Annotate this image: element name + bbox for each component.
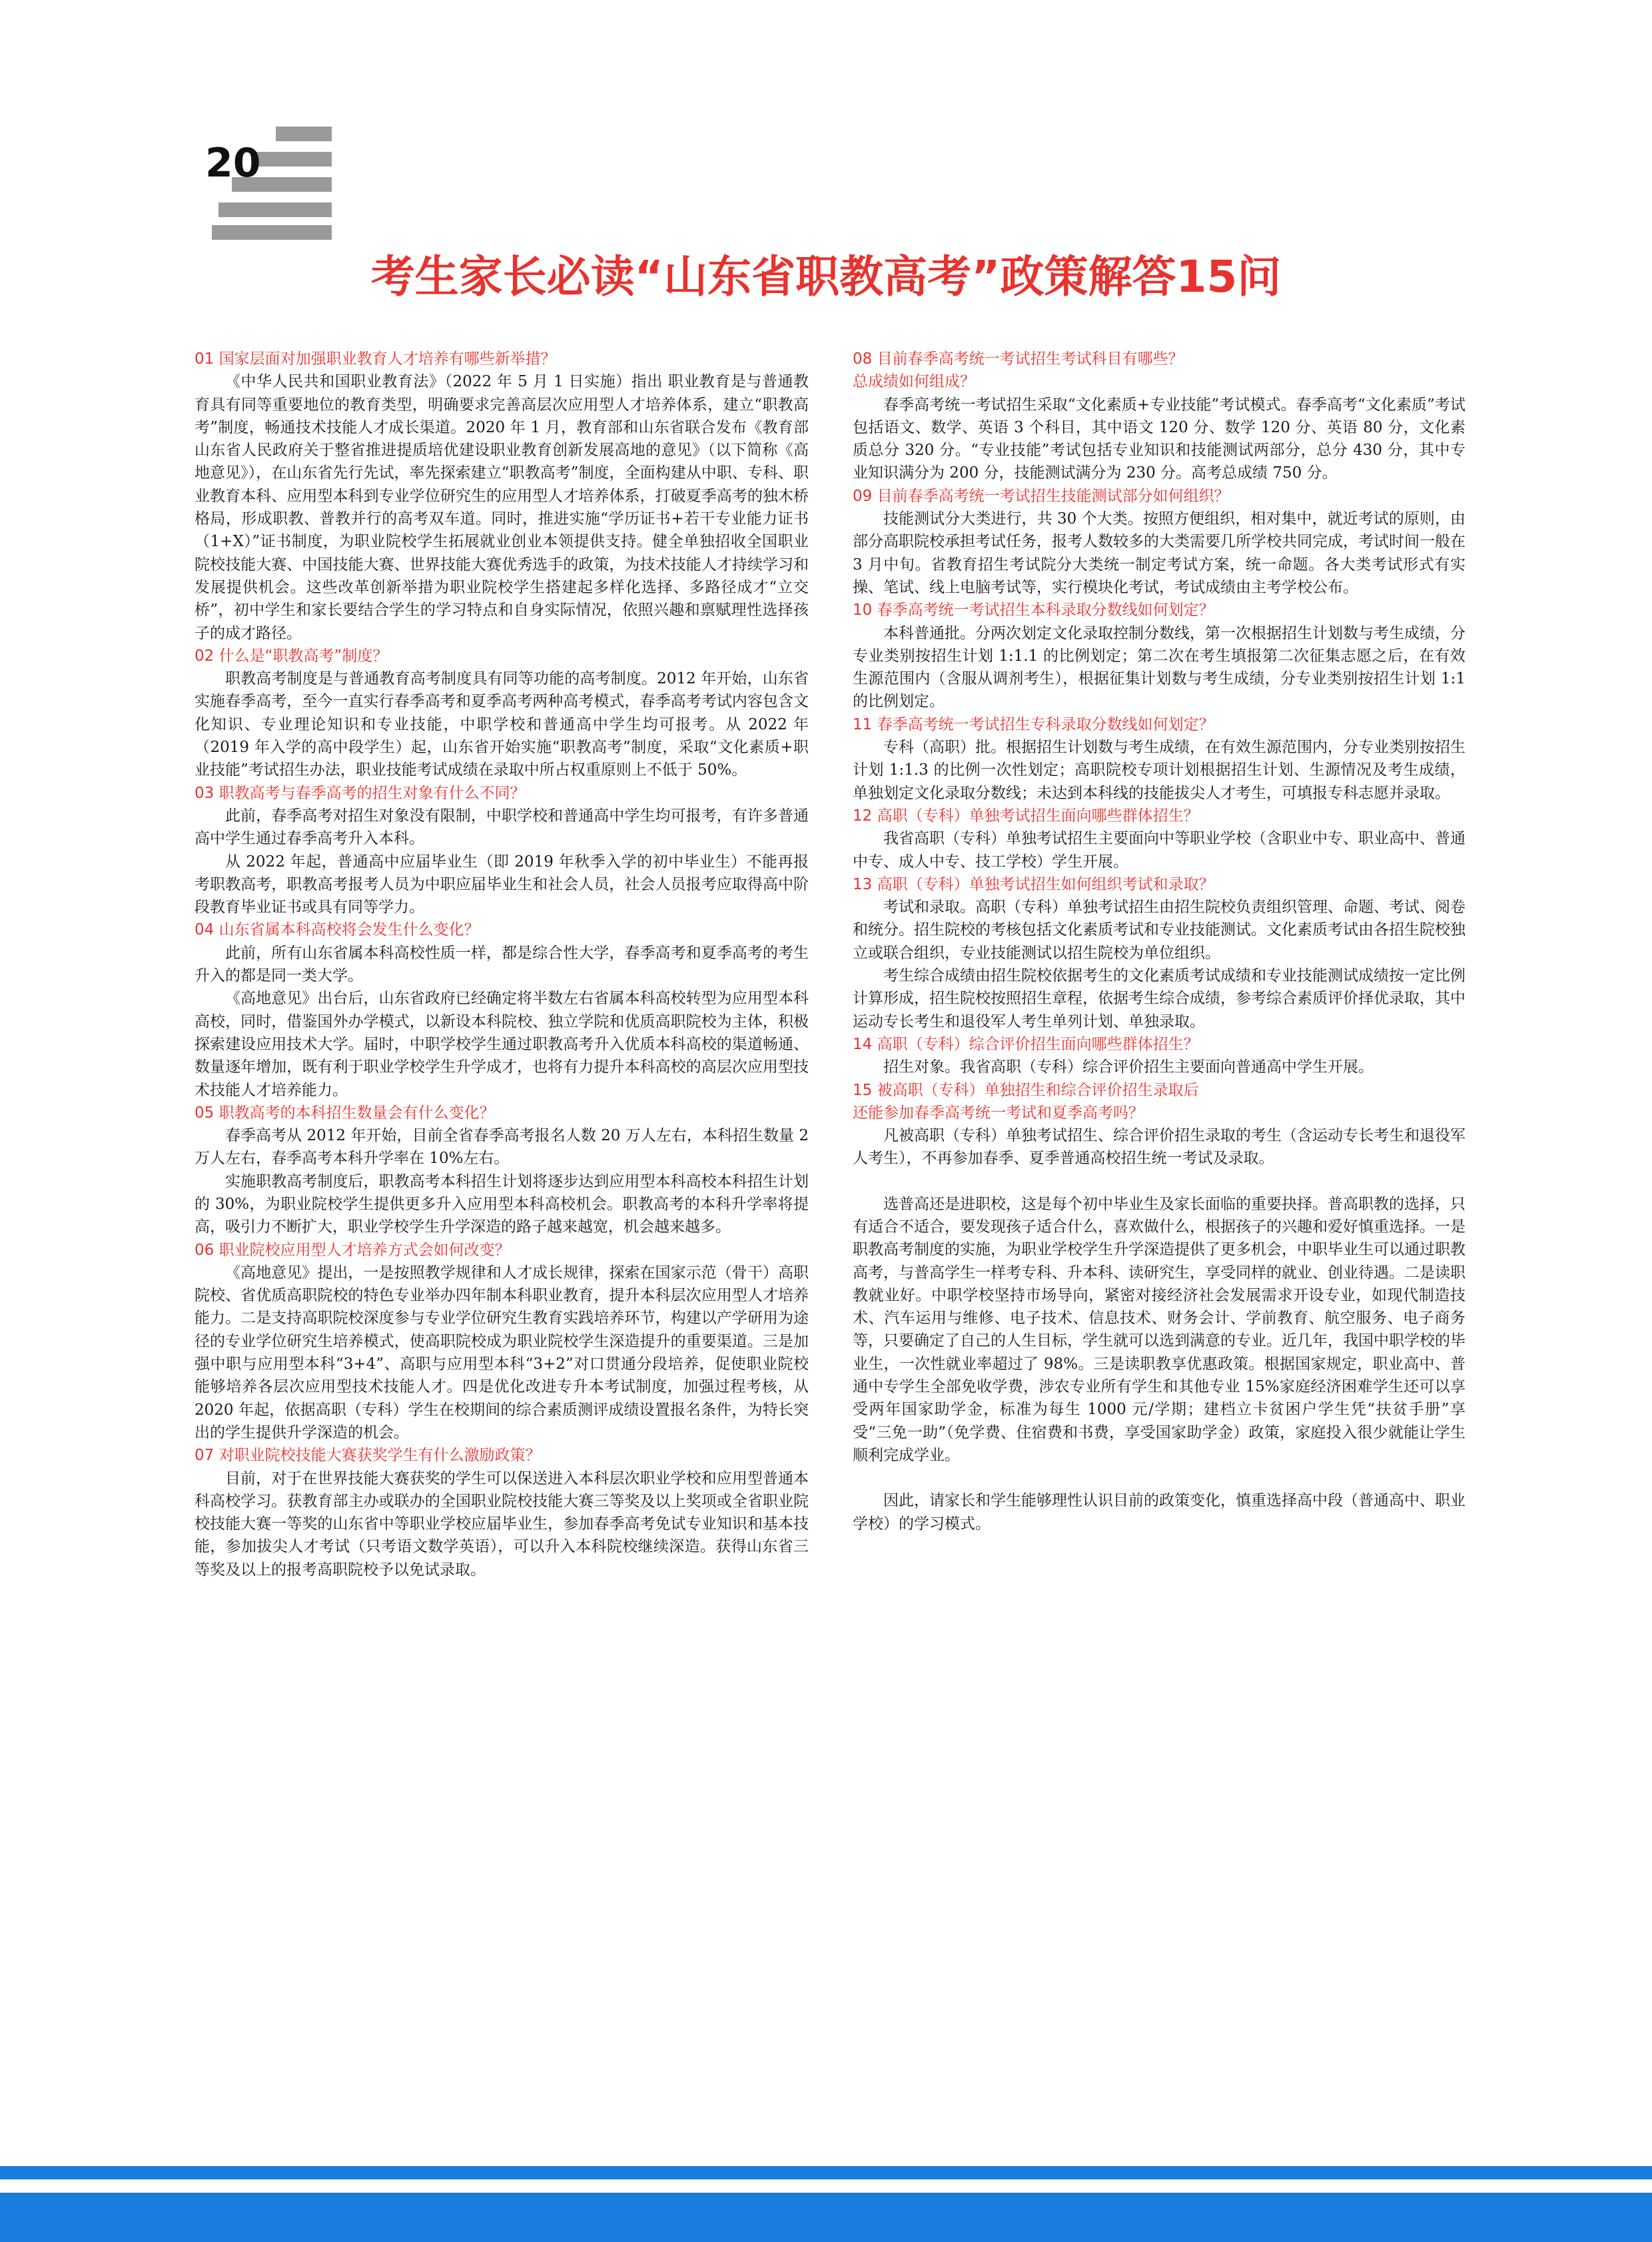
question-heading: 总成绩如何组成？ [853,373,975,391]
answer-paragraph: 目前，对于在世界技能大赛获奖的学生可以保送进入本科层次职业学校和应用型普通本科高校学习。获教育部主办或联办的全国职业院校技能大赛三等奖及以上奖项或全省职业院校技能大赛一等奖的山东省中等职业学校应届毕业生，参加春季高考免试专业知识和基本技能，参加拔尖人才考试（只考语文数学英语），可以升入本科院校继续深造。获得山东省三等奖及以上的报考高职院校予以免试录取。 [195,1469,809,1579]
qa-section [195,348,809,645]
page-title: 考生家长必读“山东省职教高考”政策解答15问 [370,251,1282,302]
closing-paragraph: 因此，请家长和学生能够理性认识目前的政策变化，慎重选择高中段（普通高中、职业学校）的学习模式。 [853,1492,1465,1533]
answer-paragraph: 此前，春季高考对招生对象没有限制，中职学校和普通高中学生均可报考，有许多普通高中学生通过春季高考升入本科。 [195,807,809,848]
left-column [195,348,809,2119]
qa-section [195,1239,809,1445]
answer-paragraph: 从 2022 年起，普通高中应届毕业生（即 2019 年秋季入学的初中毕业生）不能再报考职教高考，职教高考报考人员为中职应届毕业生和社会人员，社会人员报考应取得高中阶段教育毕业证书或具有同等学力。 [195,853,809,917]
page-number: 20 [205,140,261,187]
qa-section [853,599,1465,713]
answer-paragraph: 本科普通批。分两次划定文化录取控制分数线，第一次根据招生计划数与考生成绩，分专业类别按招生计划 1:1.1 的比例划定；第二次在考生填报第二次征集志愿之后，在有效生源范围内（含服从调剂考生），根据征集计划数与考生成绩，分专业类别按招生计划 1:1 的比例划定。 [853,624,1465,711]
qa-section [195,1102,809,1239]
question-heading: 15 被高职（专科）单独招生和综合评价招生录取后 [853,1081,1199,1099]
question-heading: 09 目前春季高考统一考试招生技能测试部分如何组织？ [853,487,1230,505]
answer-paragraph: 《中华人民共和国职业教育法》（2022 年 5 月 1 日实施）指出 职业教育是与普通教育具有同等重要地位的教育类型，明确要求完善高层次应用型人才培养体系，建立“职教高考”制度，畅通技术技能人才成长渠道。2020 年 1 月，教育部和山东省联合发布《教育部山东省人民政府关于整省推进提质培优建设职业教育创新发展高地的意见》（以下简称《高地意见》），在山东省先行先试，率先探索建立“职教高考”制度，全面构建从中职、专科、职业教育本科、应用型本科到专业学位研究生的应用型人才培养体系，打破夏季高考的独木桥格局，形成职教、普教并行的高考双车道。同时，推进实施“学历证书+若干专业能力证书（1+X）”证书制度，为职业院校学生拓展就业创业本领提供支持。健全单独招收全国职业院校技能大赛、中国技能大赛、世界技能大赛优秀选手的政策，为技术技能人才持续学习和发展提供机会。这些改革创新举措为职业院校学生搭建起多样化选择、多路径成才“立交桥”，初中学生和家长要结合学生的学习特点和自身实际情况，依照兴趣和禀赋理性选择孩子的成才路径。 [195,373,809,642]
answer-paragraph: 此前，所有山东省属本科高校性质一样，都是综合性大学，春季高考和夏季高考的考生升入的都是同一类大学。 [195,944,809,985]
question-heading: 13 高职（专科）单独考试招生如何组织考试和录取？ [853,875,1214,893]
qa-section [853,873,1465,1033]
question-heading: 14 高职（专科）综合评价招生面向哪些群体招生？ [853,1035,1199,1053]
answer-paragraph: 招生对象。我省高职（专科）综合评价招生主要面向普通高中学生开展。 [883,1058,1374,1076]
qa-section [195,919,809,1101]
question-heading: 04 山东省属本科高校将会发生什么变化？ [195,921,480,939]
closing-block [853,1193,1465,1535]
answer-paragraph: 凡被高职（专科）单独考试招生、综合评价招生录取的考生（含运动专长考生和退役军人考生），不再参加春季、夏季普通高校招生统一考试及录取。 [853,1127,1465,1168]
qa-section [853,1033,1465,1079]
qa-section [195,645,809,782]
question-heading: 06 职业院校应用型人才培养方式会如何改变？ [195,1241,510,1259]
question-heading: 11 春季高考统一考试招生专科录取分数线如何划定？ [853,715,1214,733]
question-heading: 02 什么是“职教高考”制度？ [195,647,388,665]
question-heading: 07 对职业院校技能大赛获奖学生有什么激励政策？ [195,1447,541,1465]
answer-paragraph: 《高地意见》出台后，山东省政府已经确定将半数左右省属本科高校转型为应用型本科高校，同时，借鉴国外办学模式，以新设本科院校、独立学院和优质高职院校为主体，积极探索建设应用技术大学。届时，中职学校学生通过职教高考升入优质本科高校的渠道畅通、数量逐年增加，既有利于职业学校学生升学成才，也将有力提升本科高校的高层次应用型技术技能人才培养能力。 [195,990,809,1099]
answer-paragraph: 春季高考统一考试招生采取“文化素质+专业技能”考试模式。春季高考“文化素质”考试包括语文、数学、英语 3 个科目，其中语文 120 分、数学 120 分、英语 80 分，文化素质总分 320 分。“专业技能”考试包括专业知识和技能测试两部分，总分 430 分，其中专业知识满分为 200 分，技能测试满分为 230 分。高考总成绩 750 分。 [853,396,1465,482]
question-heading: 05 职教高考的本科招生数量会有什么变化？ [195,1104,495,1122]
answer-paragraph: 专科（高职）批。根据招生计划数与考生成绩，在有效生源范围内，分专业类别按招生计划 1:1.3 的比例一次性划定；高职院校专项计划根据招生计划、生源情况及考生成绩，单独划定文化录取分数线；未达到本科线的技能拔尖人才考生，可填报专科志愿并录取。 [853,739,1465,802]
question-heading: 01 国家层面对加强职业教育人才培养有哪些新举措？ [195,350,556,368]
qa-section [195,782,809,919]
right-column [853,348,1465,2119]
question-heading: 12 高职（专科）单独考试招生面向哪些群体招生？ [853,807,1199,825]
footer-band-thick [0,2193,1652,2242]
qa-section [853,1079,1465,1170]
closing-paragraph: 选普高还是进职校，这是每个初中毕业生及家长面临的重要抉择。普高职教的选择，只有适合不适合，要发现孩子适合什么，喜欢做什么，根据孩子的兴趣和爱好慎重选择。一是职教高考制度的实施，为职业学校学生升学深造提供了更多机会，中职毕业生可以通过职教高考，与普高学生一样考专科、升本科、读研究生，享受同样的就业、创业待遇。二是读职教就业好。中职学校坚持市场导向，紧密对接经济社会发展需求开设专业，如现代制造技术、汽车运用与维修、电子技术、信息技术、财务会计、学前教育、航空服务、电子商务等，只要确定了自己的人生目标，学生就可以选到满意的专业。近几年，我国中职学校的毕业生，一次性就业率超过了 98%。三是读职教享优惠政策。根据国家规定，职业高中、普通中专学生全部免收学费，涉农专业所有学生和其他专业 15%家庭经济困难学生还可以享受两年国家助学金，标准为每生 1000 元/学期；建档立卡贫困户学生凭“扶贫手册”享受“三免一助”（免学费、住宿费和书费，享受国家助学金）政策，家庭投入很少就能让学生顺利完成学业。 [853,1195,1465,1464]
qa-section [853,485,1465,599]
answer-paragraph: 技能测试分大类进行，共 30 个大类。按照方便组织，相对集中，就近考试的原则，由部分高职院校承担考试任务，报考人数较多的大类需要几所学校共同完成，考试时间一般在 3 月中旬。省教育招生考试院分大类统一制定考试方案，统一命题。各大类考试形式有实操、笔试、线上电脑考试等，实行模块化考试，考试成绩由主考学校公布。 [853,510,1465,596]
question-heading: 08 目前春季高考统一考试招生考试科目有哪些？ [853,350,1184,368]
question-heading: 10 春季高考统一考试招生本科录取分数线如何划定？ [853,601,1214,619]
answer-paragraph: 我省高职（专科）单独考试招生主要面向中等职业学校（含职业中专、职业高中、普通中专、成人中专、技工学校）学生开展。 [853,830,1465,871]
answer-paragraph: 春季高考从 2012 年开始，目前全省春季高考报名人数 20 万人左右，本科招生数量 2 万人左右，春季高考本科升学率在 10%左右。 [195,1127,809,1168]
answer-paragraph: 职教高考制度是与普通教育高考制度具有同等功能的高考制度。2012 年开始，山东省实施春季高考，至今一直实行春季高考和夏季高考两种高考模式，春季高考考试内容包含文化知识、专业理论知识和专业技能，中职学校和普通高中学生均可报考。从 2022 年（2019 年入学的高中段学生）起，山东省开始实施“职教高考”制度，采取“文化素质+职业技能”考试招生办法，职业技能考试成绩在录取中所占权重原则上不低于 50%。 [195,670,809,779]
qa-section [853,805,1465,873]
footer-band-thin [0,2166,1652,2179]
question-heading: 还能参加春季高考统一考试和夏季高考吗？ [853,1104,1144,1122]
question-heading: 03 职教高考与春季高考的招生对象有什么不同？ [195,784,526,802]
answer-paragraph: 实施职教高考制度后，职教高考本科招生计划将逐步达到应用型本科高校本科招生计划的 30%，为职业院校学生提供更多升入应用型本科高校机会。职教高考的本科升学率将提高，吸引力不断扩大，职业学校学生升学深造的路子越来越宽，机会越来越多。 [195,1172,809,1236]
answer-paragraph: 考生综合成绩由招生院校依据考生的文化素质考试成绩和专业技能测试成绩按一定比例计算形成，招生院校按照招生章程，依据考生综合成绩，参考综合素质评价择优录取，其中运动专长考生和退役军人考生单列计划、单独录取。 [853,967,1465,1030]
qa-section [195,1444,809,1581]
qa-section [853,348,1465,485]
answer-paragraph: 《高地意见》提出，一是按照教学规律和人才成长规律，探索在国家示范（骨干）高职院校、省优质高职院校的特色专业举办四年制本科职业教育，提升本科层次应用型人才培养能力。二是支持高职院校深度参与专业学位研究生教育实践培养环节，构建以产学研用为途径的专业学位研究生培养模式，使高职院校成为职业院校学生深造提升的重要渠道。三是加强中职与应用型本科“3+4”、高职与应用型本科“3+2”对口贯通分段培养，促使职业院校能够培养各层次应用型技术技能人才。四是优化改进专升本考试制度，加强过程考核，从 2020 年起，依据高职（专科）学生在校期间的综合素质测评成绩设置报名条件，为特长突出的学生提供升学深造的机会。 [195,1264,809,1441]
qa-section [853,713,1465,805]
answer-paragraph: 考试和录取。高职（专科）单独考试招生由招生院校负责组织管理、命题、考试、阅卷和统分。招生院校的考核包括文化素质考试和专业技能测试。文化素质考试由各招生院校独立或联合组织，专业技能测试以招生院校为单位组织。 [853,899,1465,962]
